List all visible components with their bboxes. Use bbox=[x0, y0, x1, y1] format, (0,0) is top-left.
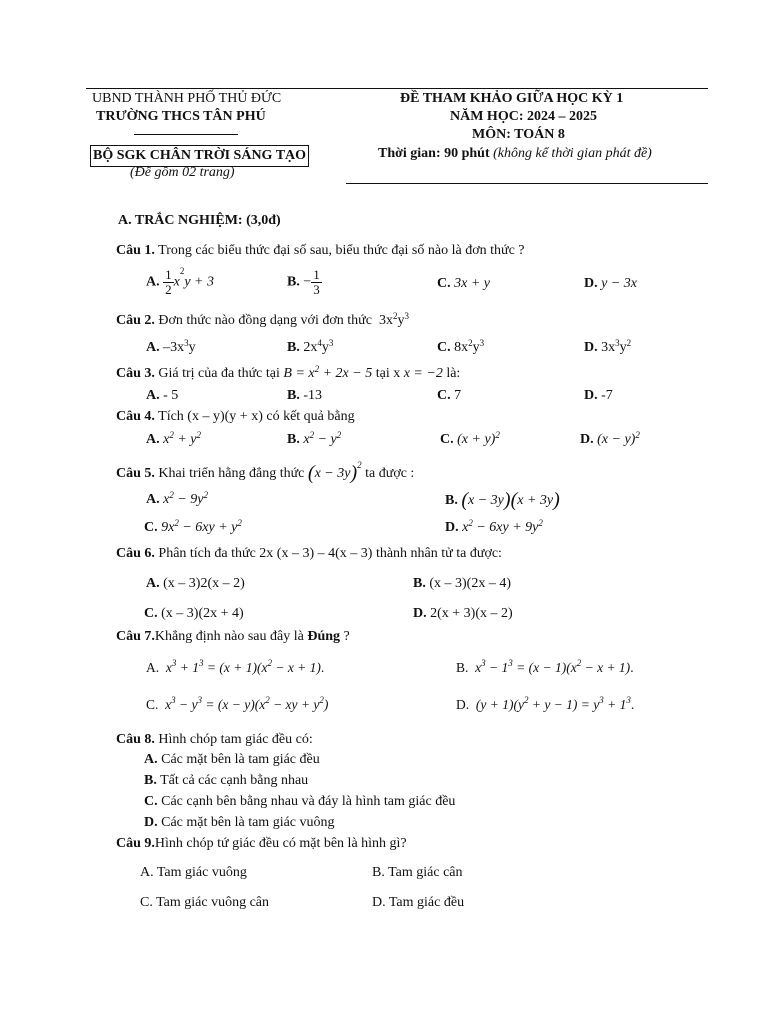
q6-option-a[interactable]: A. (x – 3)2(x – 2) bbox=[146, 576, 245, 591]
q2-d-label: D. bbox=[584, 340, 598, 355]
q5-option-b[interactable]: B. (x − 3y)(x + 3y) bbox=[445, 489, 560, 511]
q3-option-d[interactable]: D. -7 bbox=[584, 388, 613, 403]
q8-b-label: B. bbox=[144, 773, 157, 788]
q2-text: Đơn thức nào đồng dạng với đơn thức bbox=[158, 313, 372, 328]
q3-c-label: C. bbox=[437, 388, 451, 403]
q2-option-b[interactable]: B. $2x^4y^3$ bbox=[287, 338, 334, 355]
q8-a-label: A. bbox=[144, 752, 158, 767]
q6-a-label: A. bbox=[146, 576, 160, 591]
question-4 bbox=[116, 409, 355, 425]
q9-option-c[interactable]: C. Tam giác vuông cân bbox=[140, 895, 270, 910]
q7-label: Câu 7. bbox=[116, 629, 155, 644]
q6-text: Phân tích đa thức 2x (x – 3) – 4(x – 3) thành nhân tử ta được: bbox=[158, 546, 502, 561]
duration-label: Thời gian: 90 phút bbox=[378, 146, 490, 161]
q7-a-label: A. bbox=[146, 660, 160, 675]
q7-text-bold: Đúng bbox=[307, 629, 341, 644]
q5-b-label: B. bbox=[445, 493, 458, 508]
q5-option-a[interactable]: A. $x^2 - 9y^2$ bbox=[146, 490, 209, 507]
q8-text: Hình chóp tam giác đều có: bbox=[158, 732, 313, 747]
header-bottom-rule bbox=[346, 183, 708, 184]
q3-b-label: B. bbox=[287, 388, 300, 403]
q5-c-label: C. bbox=[144, 520, 158, 535]
q3-option-b[interactable]: B. -13 bbox=[287, 388, 323, 403]
q4-option-a[interactable]: A. $x^2 + y^2$ bbox=[146, 430, 202, 447]
section-title: A. TRẮC NGHIỆM: (3,0đ) bbox=[118, 213, 281, 228]
q8-label: Câu 8. bbox=[116, 732, 155, 747]
q5-d-label: D. bbox=[445, 520, 459, 535]
question-9 bbox=[116, 836, 407, 852]
q1-a-fraction: $\frac{1}{2}$ bbox=[165, 267, 172, 297]
q4-b-label: B. bbox=[287, 432, 300, 447]
page-count-note: (Đề gồm 02 trang) bbox=[130, 165, 235, 180]
q8-option-d[interactable]: D. Các mặt bên là tam giác vuông bbox=[144, 815, 335, 830]
q9-text: Hình chóp tứ giác đều có mặt bên là hình gì? bbox=[154, 836, 407, 851]
q4-a-label: A. bbox=[146, 432, 160, 447]
q2-option-a[interactable]: A. $-3x^3y$ bbox=[146, 338, 196, 355]
q7-text: Khẳng định nào sau đây là bbox=[154, 629, 304, 644]
q6-c-label: C. bbox=[144, 606, 158, 621]
q7-c-label: C. bbox=[146, 697, 159, 712]
q7-option-b[interactable]: B. $x^3 - 1^3 = (x - 1)(x^2 - x + 1)$. bbox=[456, 658, 634, 675]
q1-b-label: B. bbox=[287, 274, 300, 290]
school-name: TRƯỜNG THCS TÂN PHÚ bbox=[96, 109, 266, 124]
q6-option-d[interactable]: D. 2(x + 3)(x – 2) bbox=[413, 606, 513, 621]
q4-option-c[interactable]: C. $(x + y)^2$ bbox=[440, 430, 500, 447]
exam-title: ĐỀ THAM KHẢO GIỮA HỌC KỲ 1 bbox=[400, 91, 624, 106]
q4-d-label: D. bbox=[580, 432, 594, 447]
q1-option-d[interactable]: D. y − 3x bbox=[584, 276, 637, 291]
q3-text-mid: tại x bbox=[375, 366, 401, 381]
q3-option-a[interactable]: A. - 5 bbox=[146, 388, 179, 403]
q8-option-a[interactable]: A. Các mặt bên là tam giác đều bbox=[144, 752, 320, 767]
q6-label: Câu 6. bbox=[116, 546, 155, 561]
q3-label: Câu 3. bbox=[116, 366, 155, 381]
q9-option-d[interactable]: D. Tam giác đều bbox=[372, 895, 465, 910]
q7-option-c[interactable]: C. $x^3 - y^3 = (x - y)(x^2$ − xy + $y^2$) bbox=[146, 695, 329, 712]
q5-option-d[interactable]: D. $x^2 - 6xy + 9y^2$ bbox=[445, 518, 543, 535]
q4-text: Tích (x – y)(y + x) có kết quả bằng bbox=[158, 409, 355, 424]
q1-option-c[interactable]: C. 3x + y bbox=[437, 276, 490, 291]
subject-title: MÔN: TOÁN 8 bbox=[472, 127, 565, 142]
q9-option-b[interactable]: B. Tam giác cân bbox=[372, 865, 463, 880]
q9-option-a[interactable]: A. Tam giác vuông bbox=[140, 865, 247, 880]
q5-text-post: ta được : bbox=[365, 466, 415, 481]
q8-c-label: C. bbox=[144, 794, 158, 809]
q1-label: Câu 1. bbox=[116, 243, 155, 258]
q4-option-d[interactable]: D. $(x - y)^2$ bbox=[580, 430, 640, 447]
q3-text: Giá trị của đa thức tại bbox=[158, 366, 280, 381]
q7-text-end: ? bbox=[343, 629, 350, 644]
question-7 bbox=[116, 629, 350, 645]
q2-b-label: B. bbox=[287, 340, 300, 355]
q2-c-label: C. bbox=[437, 340, 451, 355]
q1-d-label: D. bbox=[584, 276, 598, 291]
question-6 bbox=[116, 546, 502, 562]
q2-label: Câu 2. bbox=[116, 313, 155, 328]
q3-x-value: x = −2 bbox=[403, 366, 443, 381]
question-2 bbox=[116, 313, 409, 329]
q5-expression: $(x - 3y)^2$ bbox=[307, 460, 362, 484]
q4-c-label: C. bbox=[440, 432, 454, 447]
q5-text: Khai triển hằng đẳng thức bbox=[158, 466, 305, 481]
q1-text: Trong các biểu thức đại số sau, biểu thức đại số nào là đơn thức ? bbox=[158, 243, 525, 258]
q3-text-end: là: bbox=[446, 366, 461, 381]
q5-a-label: A. bbox=[146, 492, 160, 507]
q1-b-fraction: $\frac{1}{3}$ bbox=[313, 267, 320, 297]
q7-option-a[interactable]: A. $x^3 + 1^3 = (x + 1)(x^2 - x + 1)$. bbox=[146, 658, 325, 675]
q3-a-label: A. bbox=[146, 388, 160, 403]
q1-a-label: A. bbox=[146, 274, 160, 290]
q8-d-label: D. bbox=[144, 815, 158, 830]
q6-b-label: B. bbox=[413, 576, 426, 591]
q5-option-c[interactable]: C. $9x^2 - 6xy + y^2$ bbox=[144, 518, 242, 535]
duration-note: (không kể thời gian phát đề) bbox=[493, 146, 652, 161]
q1-c-label: C. bbox=[437, 276, 451, 291]
q7-b-label: B. bbox=[456, 660, 469, 675]
header-top-rule bbox=[86, 88, 708, 89]
q7-d-label: D. bbox=[456, 697, 470, 712]
district-name: UBND THÀNH PHỐ THỦ ĐỨC bbox=[92, 91, 282, 106]
q4-label: Câu 4. bbox=[116, 409, 155, 424]
q8-option-b[interactable]: B. Tất cả các cạnh bằng nhau bbox=[144, 773, 309, 788]
question-3 bbox=[116, 366, 460, 382]
q4-option-b[interactable]: B. $x^2 - y^2$ bbox=[287, 430, 342, 447]
question-1 bbox=[116, 243, 525, 259]
q8-option-c[interactable]: C. Các cạnh bên bằng nhau và đáy là hình tam giác đều bbox=[144, 794, 456, 809]
q6-d-label: D. bbox=[413, 606, 427, 621]
q2-option-c[interactable]: C. $8x^2y^3$ bbox=[437, 338, 485, 355]
q7-option-d[interactable]: D. $(y + 1)(y^2 + y - 1) = y^3 + 1^3$. bbox=[456, 695, 635, 712]
q3-option-c[interactable]: C. 7 bbox=[437, 388, 462, 403]
school-underline bbox=[134, 134, 238, 135]
q2-option-d[interactable]: D. $3x^3y^2$ bbox=[584, 338, 632, 355]
q2-monomial: $3x^2y^3$ bbox=[375, 311, 409, 328]
q5-label: Câu 5. bbox=[116, 466, 155, 481]
question-8 bbox=[116, 732, 313, 748]
q6-option-c[interactable]: C. (x – 3)(2x + 4) bbox=[144, 606, 244, 621]
q3-d-label: D. bbox=[584, 388, 598, 403]
q1-option-a[interactable]: A. $\frac{1}{2}$ $x^2y + 3$ bbox=[146, 266, 215, 297]
q2-a-label: A. bbox=[146, 340, 160, 355]
question-5 bbox=[116, 462, 414, 485]
q9-label: Câu 9. bbox=[116, 836, 155, 851]
q1-option-b[interactable]: B. − $\frac{1}{3}$ bbox=[287, 267, 320, 297]
exam-duration bbox=[378, 146, 652, 162]
q3-polynomial: $B = x^2 + 2x - 5$ bbox=[283, 364, 373, 381]
school-year: NĂM HỌC: 2024 – 2025 bbox=[450, 109, 597, 124]
q6-option-b[interactable]: B. (x – 3)(2x – 4) bbox=[413, 576, 511, 591]
textbook-series-box: BỘ SGK CHÂN TRỜI SÁNG TẠO bbox=[90, 145, 309, 167]
